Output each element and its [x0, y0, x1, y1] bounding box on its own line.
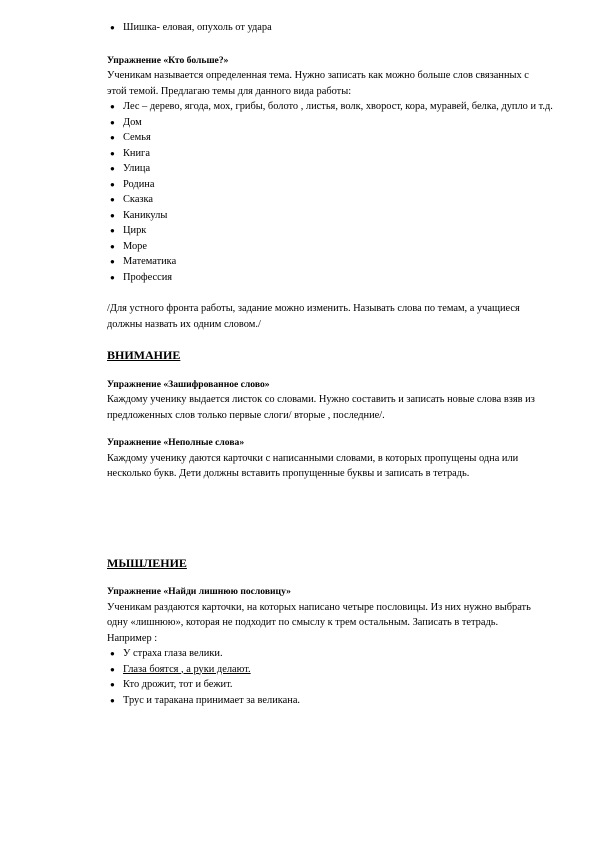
list-item-text: Сказка — [123, 194, 154, 205]
exercise-title: Упражнение «Найди лишнюю пословицу» — [107, 586, 291, 597]
list-item — [107, 208, 547, 224]
bullet-icon: ● — [110, 195, 115, 204]
exercise-text: Каждому ученику выдается листок со словами. Нужно составить и записать новые слова взяв из предложенных слов только первые слоги/ вторые , последние/. — [107, 394, 535, 421]
list-item-text: Кто дрожит, тот и бежит. — [123, 679, 233, 690]
topics-list — [107, 99, 553, 285]
bullet-icon: ● — [110, 272, 115, 282]
list-item — [107, 677, 547, 693]
list-item-text: Лес – дерево, ягода, мох, грибы, болото , листья, волк, хворост, кора, муравей, белка, дупло и т.д. — [123, 101, 553, 112]
bullet-icon: ● — [110, 226, 115, 235]
document-page — [107, 20, 553, 708]
list-item-text: Родина — [123, 178, 155, 190]
list-item — [107, 115, 547, 131]
exercise-title: Упражнение «Кто больше?» — [107, 54, 229, 66]
list-item — [107, 192, 547, 208]
list-item-text: Дом — [123, 116, 142, 128]
list-item — [107, 693, 547, 709]
bullet-icon: ● — [110, 102, 115, 111]
list-item — [107, 177, 547, 193]
proverbs-list — [107, 646, 547, 708]
bullet-icon: ● — [110, 179, 115, 189]
bullet-icon: ● — [110, 695, 115, 705]
list-item — [107, 270, 547, 286]
bullet-icon: ● — [110, 257, 115, 266]
exercise-intro: Ученикам называется определенная тема. Нужно записать как можно больше слов связанных с этой темой. Предлагаю темы для данного вида работы: — [107, 70, 529, 97]
list-item-text: У страха глаза велики. — [123, 648, 223, 659]
exercise-note: /Для устного фронта работы, задание можно изменить. Называть слова по темам, а учащиеся должны назвать их одним словом./ — [107, 303, 520, 330]
bullet-icon: ● — [110, 164, 115, 173]
list-item-text: Семья — [123, 132, 151, 143]
list-item-text: Шишка- еловая, опухоль от удара — [123, 22, 272, 33]
bullet-icon: ● — [110, 664, 115, 674]
list-item-text: Каникулы — [123, 209, 168, 221]
exercise-text: Ученикам раздаются карточки, на которых написано четыре пословицы. Из них нужно выбрать одну «лишнюю», которая не подходит по смыслу к трем остальным. Записать в тетрадь. — [107, 601, 531, 628]
list-item — [107, 99, 553, 115]
list-item-text: Цирк — [123, 225, 147, 236]
list-item — [107, 146, 547, 162]
bullet-icon: ● — [110, 241, 115, 251]
list-item — [107, 646, 547, 662]
bullet-icon: ● — [110, 148, 115, 158]
bullet-icon: ● — [110, 649, 115, 658]
bullet-list-top — [107, 20, 547, 36]
exercise-title: Упражнение «Неполные слова» — [107, 437, 245, 448]
list-item — [107, 20, 547, 36]
exercise-title: Упражнение «Зашифрованное слово» — [107, 378, 270, 390]
example-label: Например : — [107, 632, 158, 644]
bullet-icon: ● — [110, 117, 115, 127]
section-heading-thinking: МЫШЛЕНИЕ — [107, 555, 187, 570]
bullet-icon: ● — [110, 210, 115, 220]
list-item-text: Профессия — [123, 271, 173, 283]
list-item — [107, 130, 547, 146]
bullet-icon: ● — [110, 133, 115, 142]
list-item-text: Книга — [123, 147, 150, 159]
section-heading-attention: ВНИМАНИЕ — [107, 348, 181, 362]
bullet-icon: ● — [110, 23, 115, 32]
list-item-text: Море — [123, 240, 147, 252]
list-item — [107, 161, 547, 177]
exercise-text: Каждому ученику даются карточки с написанными словами, в которых пропущены одна или несколько букв. Дети должны вставить пропущенные буквы и записать в тетрадь. — [107, 452, 519, 479]
bullet-icon: ● — [110, 680, 115, 689]
list-item — [107, 254, 547, 270]
list-item-text: Математика — [123, 256, 177, 267]
list-item-text: Улица — [123, 163, 151, 174]
list-item — [107, 239, 547, 255]
list-item-text: Глаза боятся , а руки делают. — [123, 663, 251, 675]
list-item — [107, 223, 547, 239]
list-item — [107, 662, 547, 678]
list-item-text: Трус и таракана принимает за великана. — [123, 694, 301, 706]
